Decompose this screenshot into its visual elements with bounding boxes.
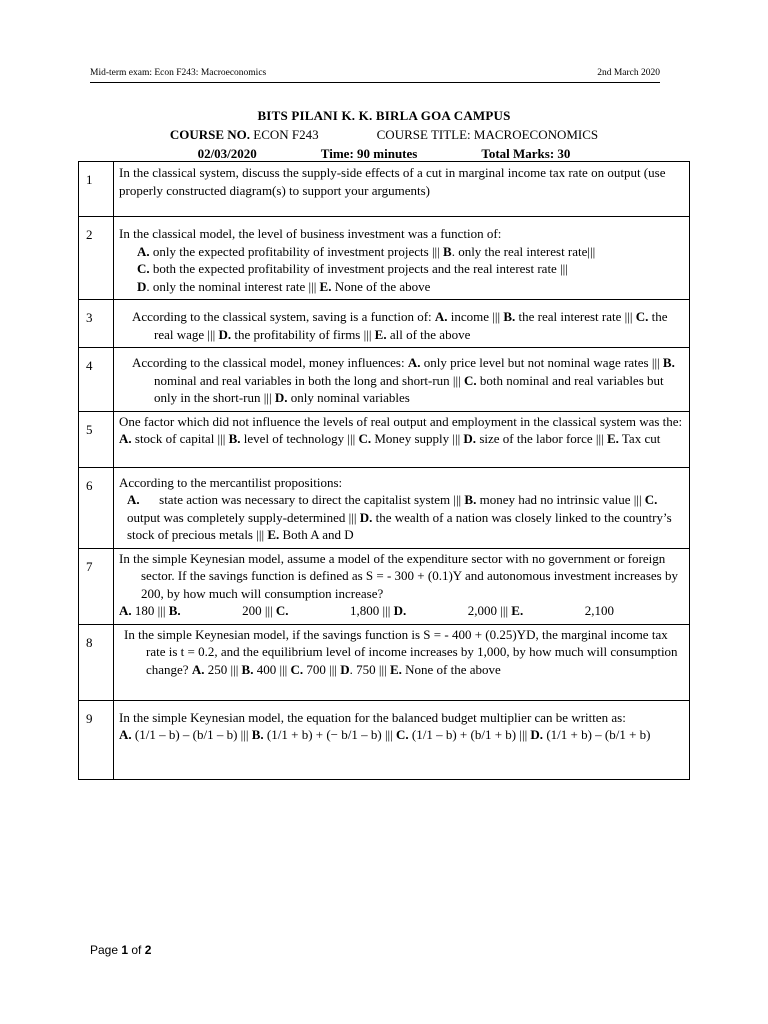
question-text — [114, 624, 690, 700]
option-text: nominal and real variables in both the long and short-run ||| — [154, 372, 464, 388]
course-title — [377, 127, 599, 143]
option-text: . only the real interest rate||| — [451, 243, 596, 259]
option-label: C. — [275, 603, 289, 618]
option-e — [585, 602, 614, 620]
course-title-label: COURSE TITLE: — [376, 127, 471, 142]
question-5-stem: One factor which did not influence the levels of real output and employment in the classical system was the: — [119, 413, 683, 429]
course-no-label: COURSE NO. — [169, 127, 251, 142]
option-text: 2,100 — [584, 603, 614, 618]
question-1-text: In the classical system, discuss the supply-side effects of a cut in marginal income tax rate on output (use properly constructed diagram(s) to support your arguments) — [119, 165, 666, 198]
question-number: 9 — [79, 700, 114, 779]
question-row — [79, 348, 690, 412]
question-number: 3 — [79, 300, 114, 348]
option-text: 180 ||| — [134, 603, 166, 618]
option-text: all of the above — [386, 326, 471, 342]
option-text: 2,000 ||| — [467, 603, 509, 618]
option-text: None of the above — [401, 661, 501, 677]
option-text: level of technology ||| — [240, 431, 359, 446]
option-label: A. — [127, 492, 140, 507]
option-text: 700 ||| — [303, 661, 341, 677]
question-row — [79, 700, 690, 779]
course-no-value: ECON F243 — [253, 127, 319, 142]
option-label: D. — [393, 603, 407, 618]
question-8-text: In the simple Keynesian model, if the savings function is S = - 400 + (0.25)YD, the marginal income tax rate is t = 0.2, and the equilibrium level of income increases by 1,000, by how much will consumption change? — [124, 626, 678, 677]
option-d — [468, 602, 523, 620]
question-row — [79, 300, 690, 348]
question-7-text: In the simple Keynesian model, assume a model of the expenditure sector with no government or foreign sector. If the savings function is defined as S = - 300 + (0.1)Y and autonomous investment increases by 200, by how much will consumption increase? — [119, 550, 678, 601]
question-2-option-c — [119, 260, 684, 278]
course-number — [170, 127, 319, 143]
questions-table — [78, 161, 690, 780]
option-label: D. — [274, 390, 288, 405]
option-label: E. — [389, 661, 402, 677]
course-line — [78, 127, 690, 143]
option-text: the wealth of a nation was closely linked to the country’s stock of precious metals ||| — [127, 509, 672, 542]
page-number: 1 — [121, 943, 129, 957]
option-label: B. — [662, 355, 675, 370]
option-label: D. — [463, 431, 477, 446]
question-number: 1 — [79, 162, 114, 217]
option-text: only nominal variables — [287, 390, 410, 405]
running-header — [90, 68, 660, 83]
option-text: 200 ||| — [242, 603, 273, 618]
question-text — [114, 700, 690, 779]
question-2-options-ab — [119, 243, 684, 261]
option-text: both nominal and real variables but only in the short-run ||| — [154, 372, 664, 405]
question-text — [114, 411, 690, 467]
option-label: C. — [358, 431, 372, 446]
option-text: the real wage ||| — [154, 309, 668, 342]
option-text: the real interest rate ||| — [515, 309, 636, 324]
option-label: A. — [191, 661, 205, 677]
meta-line — [78, 146, 690, 162]
question-text — [114, 548, 690, 624]
option-text: the profitability of firms ||| — [231, 326, 375, 342]
option-label: A. — [137, 243, 150, 259]
option-text: state action was necessary to direct the capitalist system ||| — [159, 492, 465, 507]
question-text — [114, 217, 690, 300]
question-7-options — [119, 602, 684, 620]
campus-name: BITS PILANI K. K. BIRLA GOA CAMPUS — [257, 108, 511, 123]
page-footer — [90, 943, 151, 957]
option-text: (1/1 + b) + (− b/1 – b) ||| — [263, 727, 397, 742]
question-text — [114, 467, 690, 548]
option-label: B. — [228, 431, 241, 446]
option-text: stock of capital ||| — [131, 431, 229, 446]
question-number: 5 — [79, 411, 114, 467]
option-label: C. — [137, 261, 150, 276]
option-label: B. — [168, 603, 181, 618]
option-text: output was completely supply-determined ||| — [127, 509, 360, 525]
option-label: D — [340, 661, 350, 677]
exam-time: Time: 90 minutes — [320, 146, 418, 161]
question-4-stem: According to the classical model, money influences: — [132, 355, 408, 370]
option-label: E. — [511, 603, 524, 618]
question-number: 4 — [79, 348, 114, 412]
question-9-options — [119, 726, 684, 744]
page-of-word: of — [128, 943, 145, 957]
question-text — [114, 348, 690, 412]
option-b — [242, 602, 288, 620]
question-row — [79, 548, 690, 624]
option-text: . only the nominal interest rate ||| — [146, 278, 320, 294]
option-c — [350, 602, 406, 620]
question-number: 6 — [79, 467, 114, 548]
page-word: Page — [90, 943, 122, 957]
exam-date: 02/03/2020 — [197, 146, 257, 161]
total-marks: Total Marks: 30 — [481, 146, 571, 161]
option-label: A. — [119, 431, 132, 446]
option-text: (1/1 – b) – (b/1 – b) ||| — [131, 727, 252, 742]
option-text: 1,800 ||| — [350, 603, 391, 618]
header-date: 2nd March 2020 — [597, 68, 660, 78]
question-2-options-de — [119, 278, 684, 296]
option-label: E. — [267, 527, 280, 542]
question-number: 7 — [79, 548, 114, 624]
option-label: E. — [319, 278, 332, 294]
option-text: Money supply ||| — [371, 431, 464, 446]
option-text: None of the above — [334, 278, 431, 294]
option-label: C. — [290, 661, 304, 677]
question-row — [79, 467, 690, 548]
question-6-options — [119, 491, 684, 544]
option-text: only the expected profitability of investment projects ||| — [152, 243, 444, 259]
question-6-stem: According to the mercantilist propositions: — [119, 474, 343, 490]
question-9-text: In the simple Keynesian model, the equation for the balanced budget multiplier can be written as: — [119, 709, 626, 725]
option-a — [119, 602, 181, 620]
option-label: C. — [396, 727, 409, 742]
option-label: B. — [464, 492, 477, 507]
option-label: A. — [119, 727, 132, 742]
header-exam-title: Mid-term exam: Econ F243: Macroeconomics — [90, 68, 267, 78]
option-label: C. — [463, 372, 477, 388]
option-label: D. — [218, 326, 232, 342]
option-label: C. — [644, 492, 658, 507]
question-number: 2 — [79, 217, 114, 300]
option-label: C. — [635, 309, 649, 324]
course-title-value: MACROECONOMICS — [473, 127, 599, 142]
option-label: B. — [251, 727, 264, 742]
option-text: both the expected profitability of investment projects and the real interest rate ||| — [152, 261, 568, 276]
option-label: D — [137, 278, 147, 294]
option-text: (1/1 + b) – (b/1 + b) — [543, 727, 651, 742]
option-text: 400 ||| — [253, 661, 291, 677]
option-label: D. — [530, 727, 544, 742]
option-label: A. — [119, 603, 132, 618]
option-text: only price level but not nominal wage rates ||| — [420, 355, 663, 370]
option-text: 250 ||| — [204, 661, 242, 677]
option-label: A. — [434, 309, 448, 324]
question-row — [79, 162, 690, 217]
option-label: B. — [503, 309, 516, 324]
question-row — [79, 411, 690, 467]
option-text: money had no intrinsic value ||| — [476, 492, 645, 507]
option-label: B — [443, 243, 452, 259]
option-text: . 750 ||| — [349, 661, 390, 677]
option-text: size of the labor force ||| — [476, 431, 607, 446]
question-text — [114, 162, 690, 217]
option-label: E. — [606, 431, 619, 446]
question-row — [79, 217, 690, 300]
page-total: 2 — [144, 943, 152, 957]
option-text: income ||| — [447, 309, 504, 324]
option-label: D. — [359, 509, 373, 525]
option-label: B. — [241, 661, 254, 677]
option-text: (1/1 – b) + (b/1 + b) ||| — [408, 727, 531, 742]
option-label: E. — [374, 326, 387, 342]
option-text: Tax cut — [618, 431, 661, 446]
option-label: A. — [407, 355, 421, 370]
option-text: Both A and D — [279, 527, 354, 542]
question-number: 8 — [79, 624, 114, 700]
question-text — [114, 300, 690, 348]
question-row — [79, 624, 690, 700]
question-3-stem: According to the classical system, saving is a function of: — [132, 309, 435, 324]
title-block — [78, 108, 690, 162]
question-2-stem: In the classical model, the level of business investment was a function of: — [119, 226, 502, 241]
